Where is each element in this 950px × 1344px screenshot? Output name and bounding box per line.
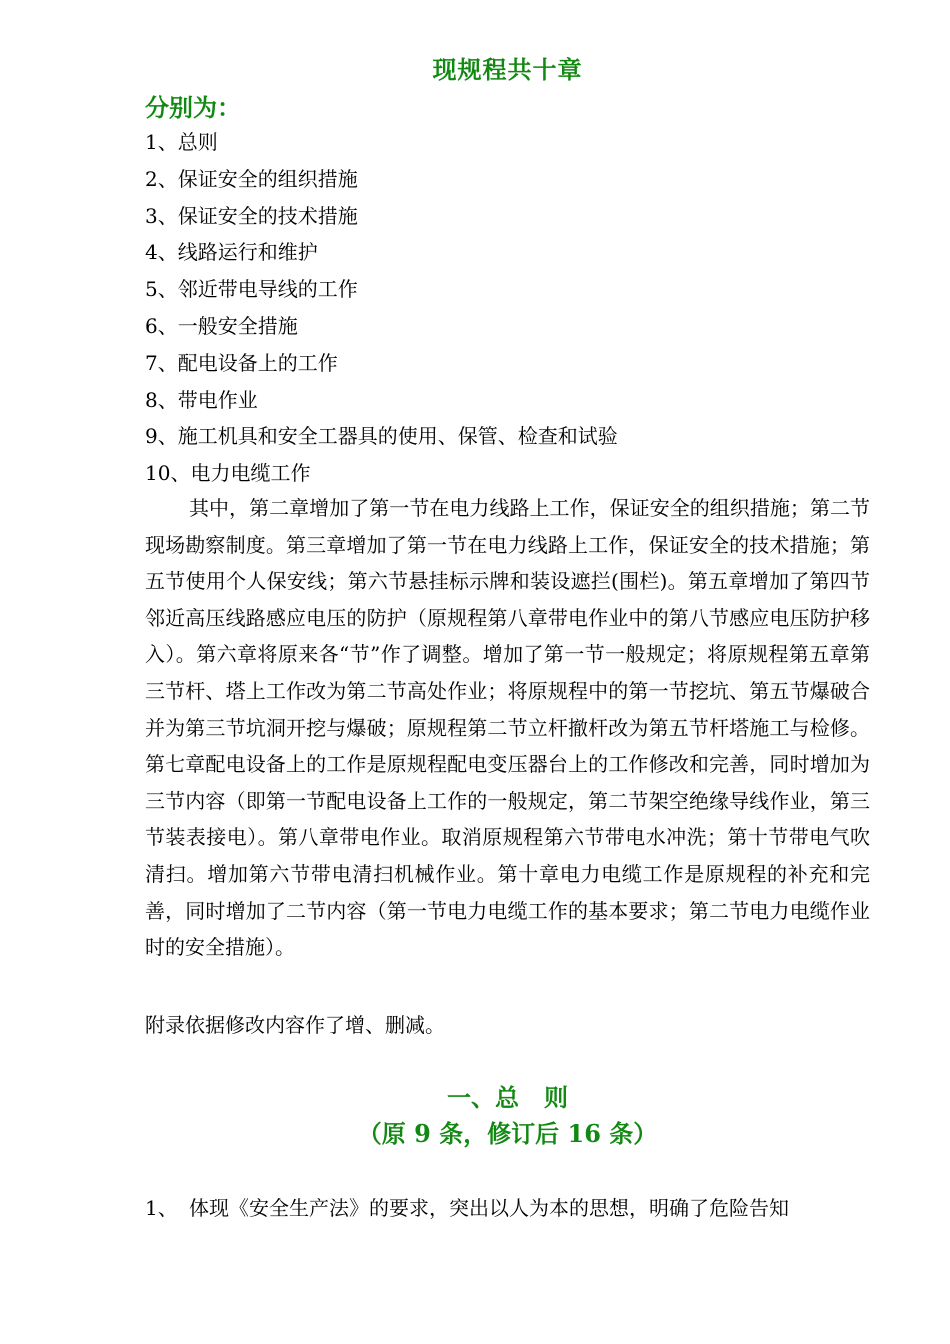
list-item: 1、总则: [145, 130, 218, 154]
list-item: 9、施工机具和安全工器具的使用、保管、检查和试验: [145, 424, 618, 449]
document-title: 现规程共十章: [432, 55, 583, 84]
list-item: 2、保证安全的组织措施: [145, 166, 358, 191]
list-item: 10、电力电缆工作: [145, 461, 311, 486]
chapter-list: [145, 124, 618, 492]
section-subtitle: （原 9 条，修订后 16 条）: [357, 1119, 658, 1148]
list-item: 6、一般安全措施: [145, 313, 298, 338]
list-item: 3、保证安全的技术措施: [145, 203, 358, 228]
list-item: 4、线路运行和维护: [145, 240, 318, 265]
numbered-item: [145, 1190, 870, 1227]
list-item: 8、带电作业: [145, 387, 258, 412]
appendix-note: 附录依据修改内容作了增、删减。: [145, 1013, 445, 1037]
list-item: 7、配电设备上的工作: [145, 350, 338, 375]
item-number: 1、: [145, 1196, 178, 1220]
list-item: 5、邻近带电导线的工作: [145, 277, 358, 302]
item-text: 体现《安全生产法》的要求，突出以人为本的思想，明确了危险告知: [189, 1196, 789, 1220]
summary-paragraph: 其中，第二章增加了第一节在电力线路上工作，保证安全的组织措施；第二节现场勘察制度。第三章增加了第一节在电力线路上工作，保证安全的技术措施；第五节使用个人保安线；第六节悬挂标示牌和装设遮拦(围栏)。第五章增加了第四节邻近高压线路感应电压的防护（原规程第八章带电作业中的第八节感应电压防护移入）。第六章将原来各“节”作了调整。增加了第一节一般规定；将原规程第五章第三节杆、塔上工作改为第二节高处作业；将原规程中的第一节挖坑、第五节爆破合并为第三节坑洞开挖与爆破；原规程第二节立杆撤杆改为第五节杆塔施工与检修。第七章配电设备上的工作是原规程配电变压器台上的工作修改和完善，同时增加为三节内容（即第一节配电设备上工作的一般规定，第二节架空绝缘导线作业，第三节装表接电）。第八章带电作业。取消原规程第六节带电水冲洗；第十节带电气吹清扫。增加第六节带电清扫机械作业。第十章电力电缆工作是原规程的补充和完善，同时增加了二节内容（第一节电力电缆工作的基本要求；第二节电力电缆作业时的安全措施）。: [145, 496, 870, 960]
list-heading: 分别为：: [145, 93, 241, 122]
section-title: 一、总 则: [446, 1083, 569, 1112]
